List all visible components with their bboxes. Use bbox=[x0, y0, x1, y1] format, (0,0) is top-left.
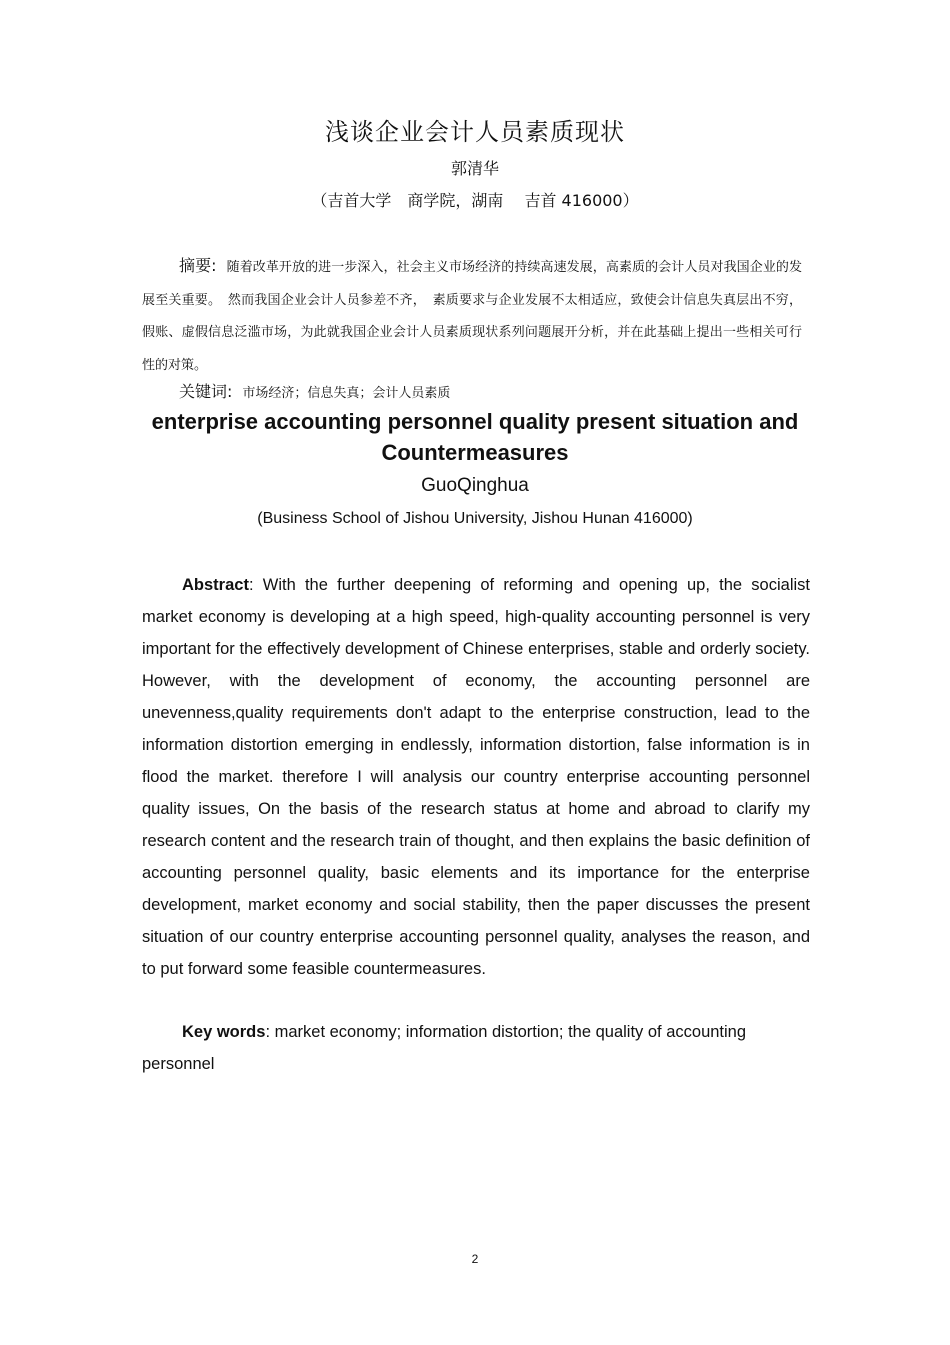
chinese-keywords-label: 关键词: bbox=[179, 382, 233, 401]
chinese-keywords-text: 市场经济；信息失真；会计人员素质 bbox=[242, 386, 451, 401]
chinese-abstract-label: 摘要: bbox=[179, 256, 217, 275]
english-affiliation: (Business School of Jishou University, Jishou Hunan 416000) bbox=[257, 510, 693, 527]
chinese-title: 浅谈企业会计人员素质现状 bbox=[325, 118, 625, 146]
chinese-keywords bbox=[179, 376, 450, 410]
english-abstract-label: Abstract bbox=[182, 576, 249, 594]
english-abstract bbox=[142, 569, 810, 985]
english-keywords-label: Key words bbox=[182, 1023, 266, 1041]
english-abstract-text: : With the further deepening of reforming and opening up, the socialist market economy is developing at a high speed, high-quality accounting personnel is very important for the effectively development of Chinese enterprises, stable and orderly society. However, with the development of economy, the accounting personnel are unevenness,quality requirements don't adapt to the enterprise construction, lead to the information distortion emerging in endlessly, information distortion, false information is in flood the market. therefore I will analysis our country enterprise accounting personnel quality issues, On the basis of the research status at home and abroad to clarify my research content and the research train of thought, and then explains the basic definition of accounting personnel quality, basic elements and its importance for the enterprise development, market economy and social stability, then the paper discusses the present situation of our country enterprise accounting personnel quality, analyses the reason, and to put forward some feasible countermeasures. bbox=[142, 576, 810, 978]
chinese-author: 郭清华 bbox=[450, 159, 499, 178]
chinese-affiliation: （吉首大学 商学院，湖南 吉首 416000） bbox=[311, 191, 639, 210]
chinese-abstract bbox=[142, 250, 802, 382]
english-keywords bbox=[142, 1016, 810, 1080]
chinese-abstract-text: 随着改革开放的进一步深入，社会主义市场经济的持续高速发展，高素质的会计人员对我国企业的发展至关重要。 然而我国企业会计人员参差不齐， 素质要求与企业发展不太相适应，致使会计信息失真层出不穷，假账、虚假信息泛滥市场，为此就我国企业会计人员素质现状系列问题展开分析，并在此基础上提出一些相关可行性的对策。 bbox=[142, 260, 802, 373]
english-author: GuoQinghua bbox=[421, 475, 529, 496]
page-number: 2 bbox=[471, 1252, 479, 1266]
english-keywords-text: : market economy; information distortion; the quality of accounting personnel bbox=[142, 1023, 747, 1073]
english-title: enterprise accounting personnel quality present situation and Countermeasures bbox=[151, 409, 799, 465]
